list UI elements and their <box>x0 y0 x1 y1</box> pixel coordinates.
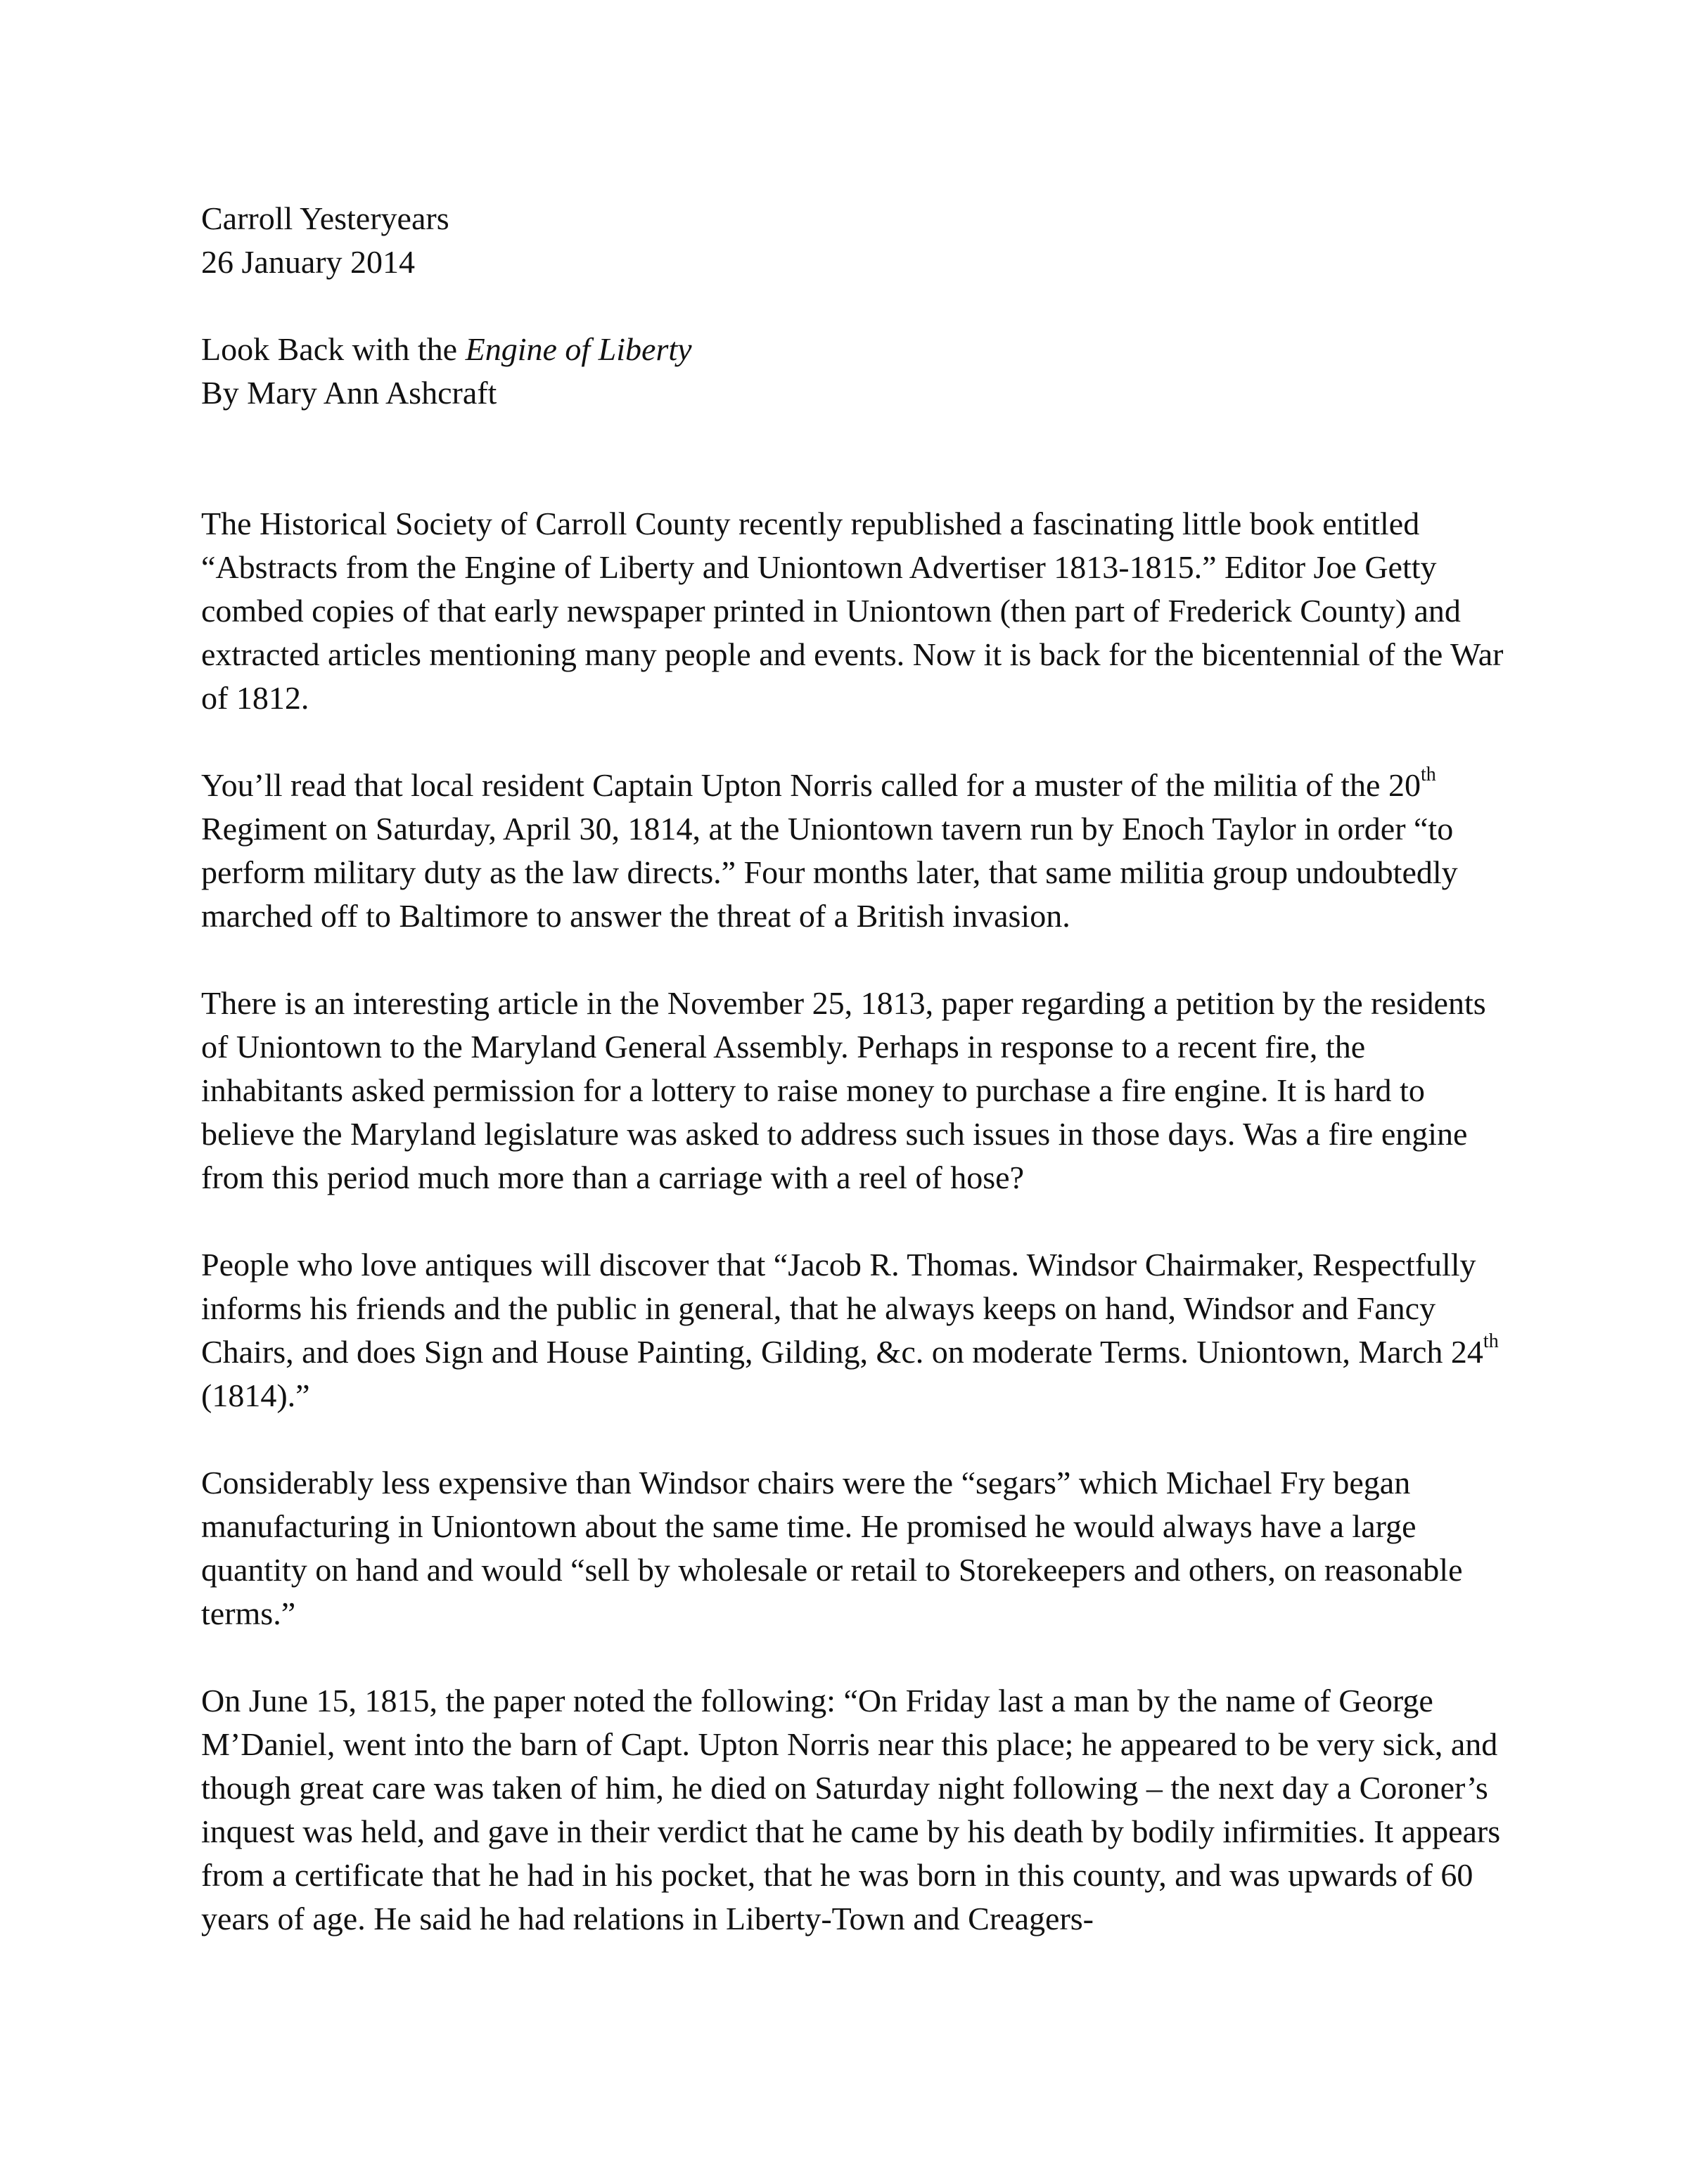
paragraph-3: There is an interesting article in the November 25, 1813, paper regarding a petition by the residents of Uniontown to the Maryland General Assembly. Perhaps in response to a recent fire, the inhabitants asked permission for a lottery to raise money to purchase a fire engine. It is hard to believe the Maryland legislature was asked to address such issues in those days. Was a fire engine from this period much more than a carriage with a reel of hose? <box>201 985 1486 1195</box>
article-title-italic: Engine of Liberty <box>465 331 692 367</box>
paragraph-6: On June 15, 1815, the paper noted the following: “On Friday last a man by the name of George M’Daniel, went into the barn of Capt. Upton Norris near this place; he appeared to be very sick, and though great care was taken of him, he died on Saturday night following – the next day a Coroner’s inquest was held, and gave in their verdict that he came by his death by bodily infirmities. It appears from a certificate that he had in his pocket, that he was born in this county, and was upwards of 60 years of age. He said he had relations in Liberty-Town and Creagers- <box>201 1683 1501 1936</box>
article-body <box>201 502 1509 1941</box>
publication-date: 26 January 2014 <box>201 244 416 280</box>
article-title-prefix: Look Back with the <box>201 331 466 367</box>
paragraph-4-superscript: th <box>1483 1330 1499 1352</box>
paragraph-4-text-b: (1814).” <box>201 1377 310 1413</box>
column-header <box>201 197 1509 284</box>
paragraph-1: The Historical Society of Carroll County recently republished a fascinating little book entitled “Abstracts from the Engine of Liberty and Uniontown Advertiser 1813-1815.” Editor Joe Getty combed copies of that early newspaper printed in Uniontown (then part of Frederick County) and extracted articles mentioning many people and events. Now it is back for the bicentennial of the War of 1812. <box>201 506 1504 716</box>
document-content <box>201 197 1509 1941</box>
paragraph-2-superscript: th <box>1420 763 1436 785</box>
byline: By Mary Ann Ashcraft <box>201 375 497 411</box>
paragraph-2 <box>201 764 1509 938</box>
paragraph-2-text-b: Regiment on Saturday, April 30, 1814, at the Uniontown tavern run by Enoch Taylor in order “to perform military duty as the law directs.” Four months later, that same militia group undoubtedly marched off to Baltimore to answer the threat of a British invasion. <box>201 811 1458 934</box>
column-name: Carroll Yesteryears <box>201 200 449 236</box>
paragraph-4-text-a: People who love antiques will discover that “Jacob R. Thomas. Windsor Chairmaker, Respectfully informs his friends and the public in general, that he always keeps on hand, Windsor and Fancy Chairs, and does Sign and House Painting, Gilding, &c. on moderate Terms. Uniontown, March 24 <box>201 1247 1483 1370</box>
paragraph-4 <box>201 1243 1509 1418</box>
paragraph-2-text-a: You’ll read that local resident Captain Upton Norris called for a muster of the militia of the 20 <box>201 767 1421 803</box>
title-block <box>201 328 1509 415</box>
paragraph-5: Considerably less expensive than Windsor chairs were the “segars” which Michael Fry began manufacturing in Uniontown about the same time. He promised he would always have a large quantity on hand and would “sell by wholesale or retail to Storekeepers and others, on reasonable terms.” <box>201 1465 1463 1631</box>
article-title <box>201 328 1509 371</box>
